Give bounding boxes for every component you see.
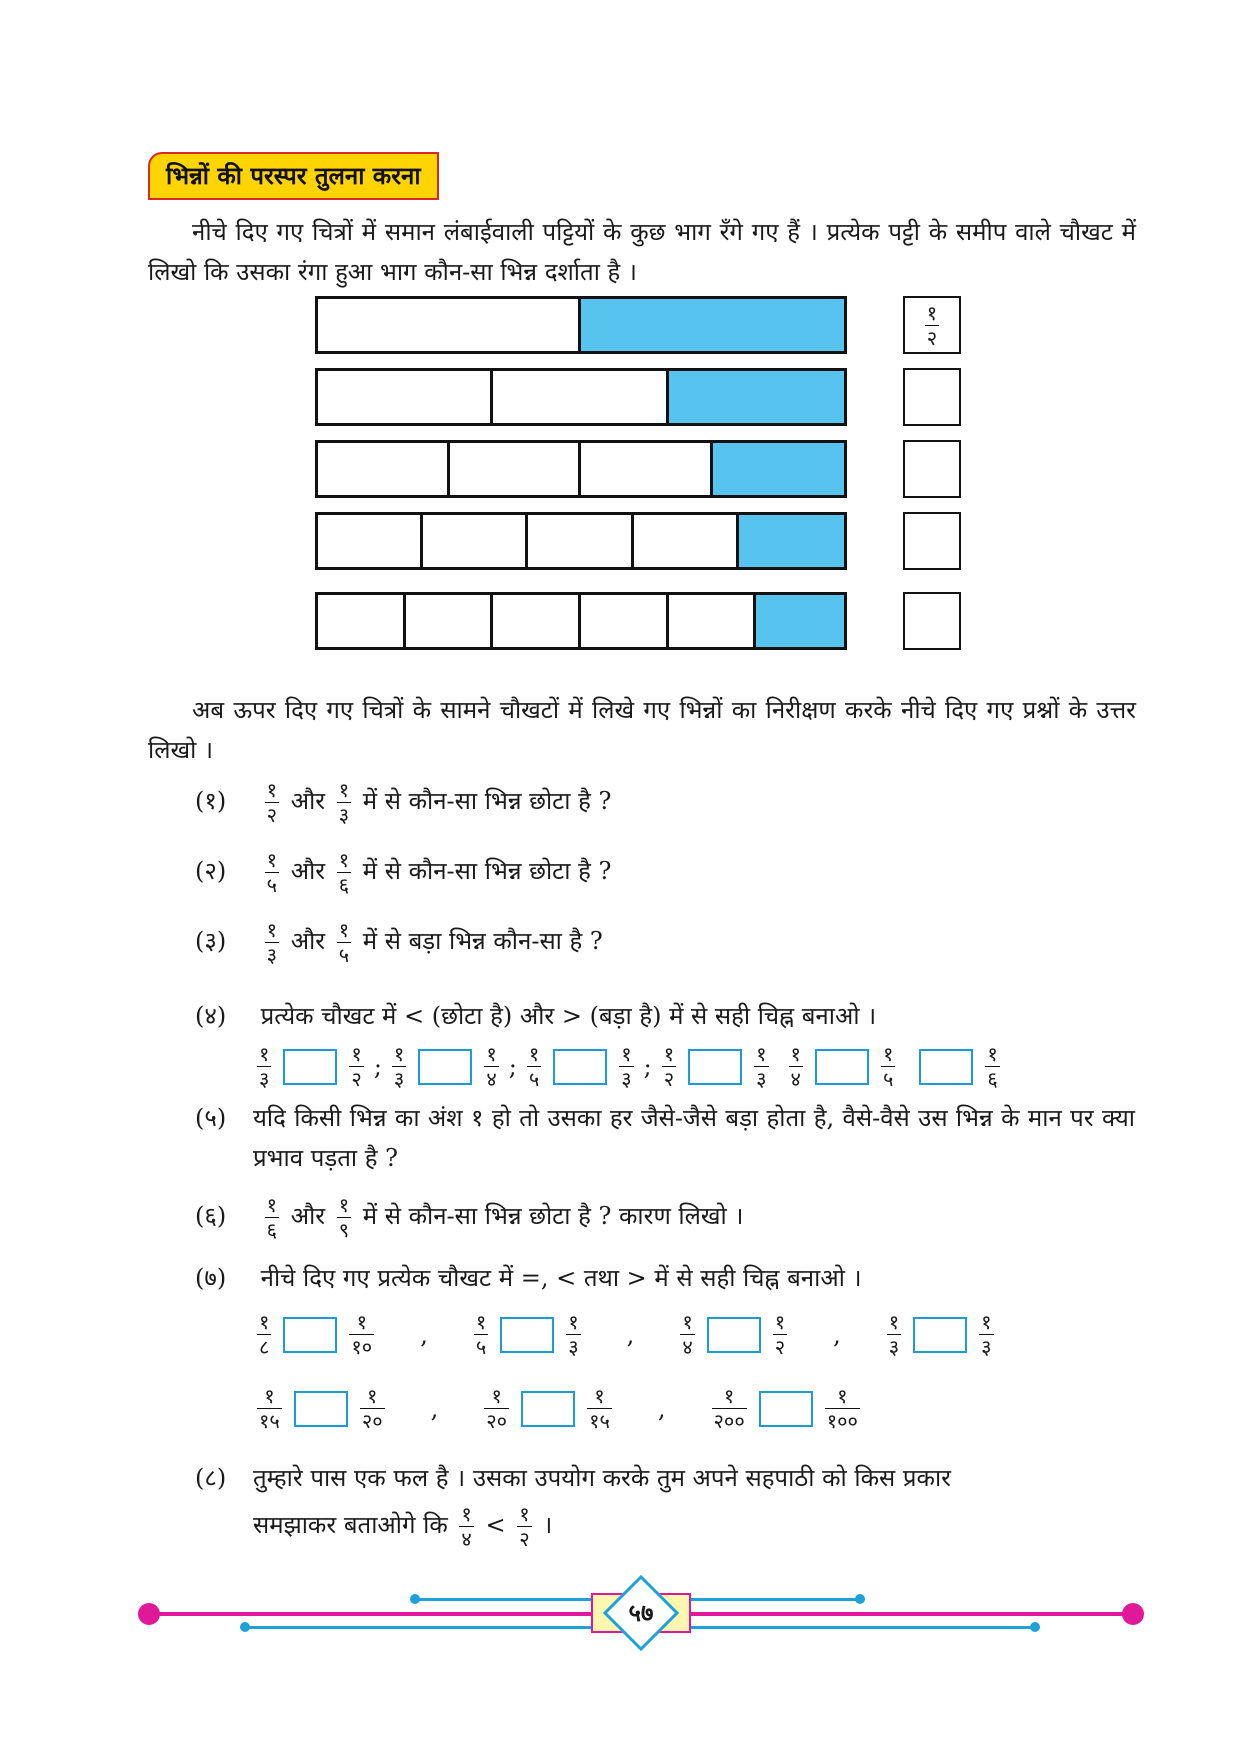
fraction: $\frac{१}{८}$ — [259, 1310, 270, 1359]
unshaded-part — [581, 595, 669, 647]
separator: , — [420, 1320, 428, 1349]
separator: ; — [643, 1052, 652, 1081]
fraction: $\frac{१}{३}$ — [756, 1042, 767, 1091]
fraction: $\frac{१}{३}$ — [568, 1310, 579, 1359]
fraction: $\frac{१}{२०}$ — [486, 1384, 508, 1433]
unshaded-part — [581, 443, 713, 495]
symbol-answer-box[interactable] — [759, 1391, 813, 1427]
unshaded-part — [669, 595, 757, 647]
fraction: $\frac{१}{५}$ — [475, 1310, 487, 1359]
fraction: $\frac{१}{४}$ — [486, 1042, 497, 1091]
symbol-answer-box[interactable] — [919, 1049, 973, 1085]
fraction: $\frac{१}{३}$ — [621, 1042, 632, 1091]
intro-paragraph: नीचे दिए गए चित्रों में समान लंबाईवाली पट्टियों के कुछ भाग रँगे गए हैं । प्रत्येक पट्टी के समीप वाले चौखट में लिखो कि उसका रंगा हुआ भाग कौन-सा भिन्न दर्शाता है । — [148, 218, 1136, 286]
fraction-answer-box[interactable] — [903, 368, 961, 426]
shaded-part — [669, 371, 844, 423]
fraction: $\frac{१}{६}$ — [987, 1042, 998, 1091]
question-7-row-2 — [253, 1386, 864, 1431]
fraction: $\frac{१}{१५}$ — [259, 1384, 280, 1433]
unshaded-part — [423, 515, 528, 567]
fraction: $\frac{१}{२}$ — [266, 778, 278, 827]
symbol-answer-box[interactable] — [294, 1391, 348, 1427]
shaded-part — [581, 299, 844, 351]
symbol-answer-box[interactable] — [521, 1391, 575, 1427]
fraction-strip — [315, 440, 847, 498]
separator: ; — [373, 1052, 382, 1081]
fraction-answer-box[interactable] — [903, 440, 961, 498]
unshaded-part — [406, 595, 494, 647]
fraction: $\frac{१}{२}$ — [519, 1502, 530, 1551]
fraction-strip — [315, 296, 847, 354]
fraction: $\frac{१}{९}$ — [338, 1193, 350, 1242]
question-8: (८) तुम्हारे पास एक फल है । उसका उपयोग करके तुम अपने सहपाठी को किस प्रकार समझाकर बताओगे कि $\frac{१}{४}$ < $\frac{१}{२}$ । — [195, 1464, 951, 1551]
fraction: $\frac{१}{२०}$ — [361, 1384, 383, 1433]
footer-right-dot — [1122, 1603, 1144, 1625]
shaded-part — [756, 595, 844, 647]
fraction: $\frac{१}{३}$ — [393, 1042, 405, 1091]
question-7: (७) नीचे दिए गए प्रत्येक चौखट में =, < तथा > में से सही चिह्न बनाओ । — [195, 1264, 862, 1292]
fraction: $\frac{१}{४}$ — [682, 1310, 693, 1359]
question-6: (६) $\frac{१}{६}$ और $\frac{१}{९}$ में से कौन-सा भिन्न छोटा है ? कारण लिखो । — [195, 1193, 744, 1242]
unshaded-part — [318, 515, 423, 567]
fraction: $\frac{१}{१००}$ — [826, 1384, 858, 1433]
observation-paragraph: अब ऊपर दिए गए चित्रों के सामने चौखटों में लिखे गए भिन्नों का निरीक्षण करके नीचे दिए गए प्रश्नों के उत्तर लिखो । — [148, 696, 1136, 764]
question-5: (५) यदि किसी भिन्न का अंश १ हो तो उसका हर जैसे-जैसे बड़ा होता है, वैसे-वैसे उस भिन्न के मान पर क्या प्रभाव पड़ता है ? — [195, 1104, 1135, 1172]
fraction: $\frac{१}{४}$ — [790, 1042, 801, 1091]
shaded-part — [713, 443, 845, 495]
footer-dot — [410, 1594, 420, 1604]
unshaded-part — [493, 595, 581, 647]
separator: , — [657, 1394, 666, 1423]
unshaded-part — [634, 515, 739, 567]
separator: ; — [508, 1052, 517, 1081]
fraction: $\frac{१}{६}$ — [266, 1193, 278, 1242]
fraction: $\frac{१}{३}$ — [888, 1310, 900, 1359]
fraction-strip — [315, 512, 847, 570]
separator: , — [833, 1320, 841, 1349]
symbol-answer-box[interactable] — [283, 1317, 337, 1353]
question-2: (२) $\frac{१}{५}$ और $\frac{१}{६}$ में से कौन-सा भिन्न छोटा है ? — [195, 848, 612, 897]
question-4-comparisons — [253, 1044, 1004, 1089]
unshaded-part — [450, 443, 582, 495]
fraction: $\frac{१}{३}$ — [981, 1310, 992, 1359]
unshaded-part — [318, 299, 581, 351]
unshaded-part — [318, 371, 493, 423]
symbol-answer-box[interactable] — [553, 1049, 607, 1085]
section-heading: भिन्नों की परस्पर तुलना करना — [148, 152, 439, 200]
footer-left-dot — [138, 1603, 160, 1625]
unshaded-part — [318, 595, 406, 647]
fraction: $\frac{१}{१०}$ — [351, 1310, 373, 1359]
symbol-answer-box[interactable] — [688, 1049, 742, 1085]
footer-dot — [240, 1622, 250, 1632]
fraction: $\frac{१}{३}$ — [338, 778, 350, 827]
shaded-part — [739, 515, 844, 567]
footer-dot — [855, 1594, 865, 1604]
fraction: $\frac{१}{३}$ — [259, 1042, 270, 1091]
unshaded-part — [528, 515, 633, 567]
question-3: (३) $\frac{१}{३}$ और $\frac{१}{५}$ में से बड़ा भिन्न कौन-सा है ? — [195, 918, 603, 967]
fraction: $\frac{१}{५}$ — [266, 848, 278, 897]
fraction-strip — [315, 368, 847, 426]
fraction-answer-box[interactable] — [903, 296, 961, 354]
fraction: $\frac{१}{३}$ — [266, 918, 278, 967]
fraction: $\frac{१}{४}$ — [461, 1502, 472, 1551]
symbol-answer-box[interactable] — [418, 1049, 472, 1085]
page-number: ५७ — [628, 1598, 654, 1627]
symbol-answer-box[interactable] — [815, 1049, 869, 1085]
fraction-strip — [315, 592, 847, 650]
fraction: $\frac{१}{२}$ — [351, 1042, 362, 1091]
fraction-answer-box[interactable] — [903, 592, 961, 650]
fraction: $\frac{१}{२००}$ — [713, 1384, 745, 1433]
symbol-answer-box[interactable] — [500, 1317, 554, 1353]
unshaded-part — [493, 371, 668, 423]
fraction: $\frac{१}{५}$ — [528, 1042, 540, 1091]
question-4: (४) प्रत्येक चौखट में < (छोटा है) और > (बड़ा है) में से सही चिह्न बनाओ । — [195, 1002, 877, 1030]
fraction: $\frac{१}{२}$ — [663, 1042, 675, 1091]
question-7-row-1 — [253, 1312, 998, 1357]
fraction: $\frac{१}{२}$ — [774, 1310, 786, 1359]
unshaded-part — [318, 443, 450, 495]
symbol-answer-box[interactable] — [707, 1317, 761, 1353]
fraction-answer-box[interactable] — [903, 512, 961, 570]
symbol-answer-box[interactable] — [913, 1317, 967, 1353]
fraction: $\frac{१}{५}$ — [338, 918, 350, 967]
separator: , — [430, 1394, 439, 1423]
fraction: $\frac{१}{५}$ — [882, 1042, 894, 1091]
symbol-answer-box[interactable] — [283, 1049, 337, 1085]
footer-dot — [1030, 1622, 1040, 1632]
fraction: $\frac{१}{१५}$ — [589, 1384, 610, 1433]
separator: , — [626, 1320, 635, 1349]
question-1: (१) $\frac{१}{२}$ और $\frac{१}{३}$ में से कौन-सा भिन्न छोटा है ? — [195, 778, 612, 827]
fraction: $\frac{१}{६}$ — [338, 848, 350, 897]
fraction: $\frac{१}{२}$ — [926, 300, 938, 350]
